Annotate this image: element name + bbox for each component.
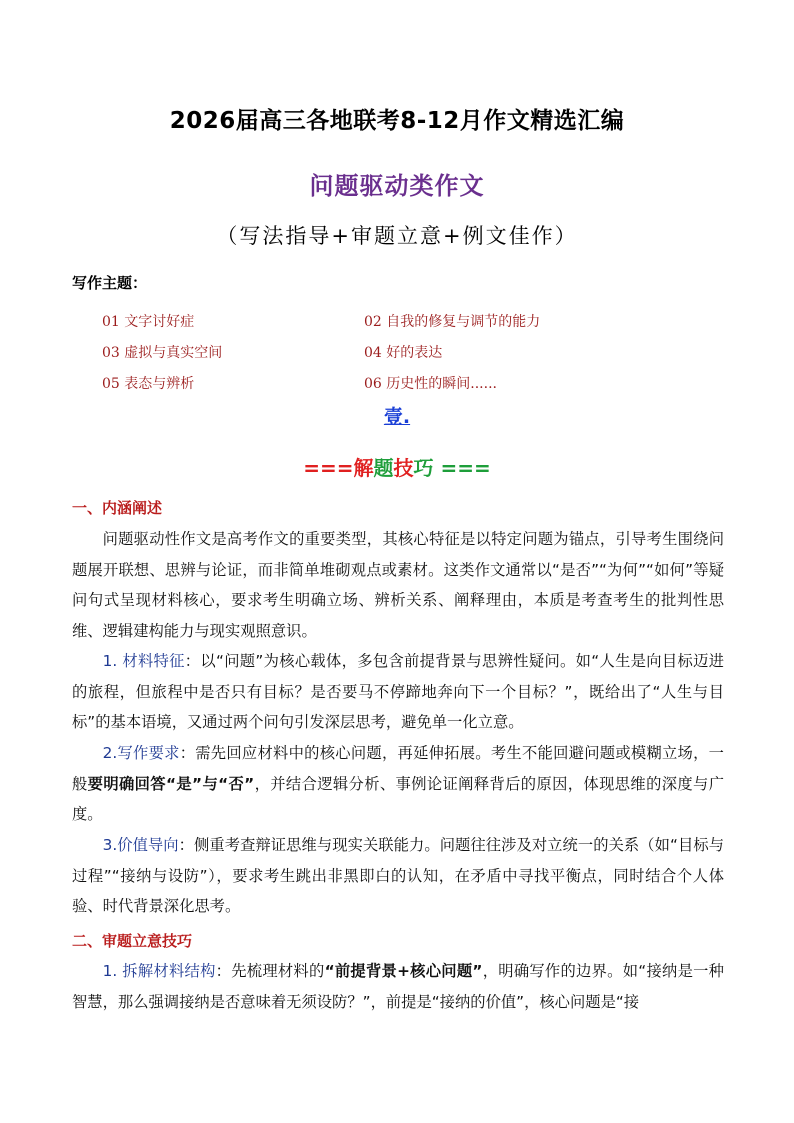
document-title: 2026届高三各地联考8-12月作文精选汇编 <box>169 108 625 134</box>
paragraph-text: ：以“问题”为核心载体，多包含前提背景与思辨性疑问。如“人生是向目标迈进的旅程，但旅程中是否只有目标？是否要马不停蹄地奔向下一个目标？”，既给出了“人生与目标”的基本语境，又通过两个问句引发深层思考，避免单一化立意。 <box>72 652 724 731</box>
heading-char: 技 <box>393 456 414 480</box>
topic-item: 03 虚拟与真实空间 <box>102 345 223 361</box>
topic-item: 06 历史性的瞬间...... <box>364 376 497 392</box>
paragraph-label: 2.写作要求 <box>102 744 180 762</box>
section-heading: 一、内涵阐述 <box>72 499 163 517</box>
paragraph-text: ：先梳理材料的 <box>215 962 325 980</box>
paragraph-text: ，明确写作的边界。如“接纳是一种智慧，那么强调接纳是否意味着无须设防？”，前提是“接纳的价值”，核心问题是“接 <box>72 962 724 1011</box>
topic-item: 02 自我的修复与调节的能力 <box>364 314 541 330</box>
part-marker: 壹. <box>383 406 411 428</box>
themes-heading: 写作主题： <box>72 274 148 292</box>
topic-item: 04 好的表达 <box>364 345 443 361</box>
heading-char: 巧 <box>413 456 434 480</box>
paragraph-label: 1. 材料特征 <box>102 652 185 670</box>
paragraph-text: ：侧重考查辩证思维与现实关联能力。问题往往涉及对立统一的关系（如“目标与过程”“接纳与设防”），要求考生跳出非黑即白的认知，在矛盾中寻找平衡点，同时结合个人体验、时代背景深化思考。 <box>72 836 724 915</box>
heading-char: 题 <box>373 456 394 480</box>
section-heading: 二、审题立意技巧 <box>72 932 193 950</box>
paragraph-label: 3.价值导向 <box>102 836 179 854</box>
paragraph-writing-requirements <box>72 738 724 830</box>
heading-marks-right: === <box>440 456 491 480</box>
heading-marks-left: === <box>303 456 354 480</box>
paragraph-text: ：需先回应材料中的核心问题，再延伸拓展。考生不能回避问题或模糊立场，一般 <box>72 744 724 793</box>
topic-item: 01 文字讨好症 <box>102 314 195 330</box>
paragraph-emphasis: 要明确回答“是”与“否” <box>87 774 255 793</box>
paragraph-text: ，并结合逻辑分析、事例论证阐释背后的原因，体现思维的深度与广度。 <box>72 774 724 823</box>
paragraph-material-features <box>72 646 724 738</box>
heading-char: 解 <box>353 456 374 480</box>
paragraph-material-structure <box>72 956 724 1017</box>
paragraph-value-orientation <box>72 830 724 922</box>
paragraph-emphasis: “前提背景+核心问题” <box>324 962 483 980</box>
document-subtitle: 问题驱动类作文 <box>309 172 485 200</box>
subtitle-note: （写法指导+审题立意+例文佳作） <box>216 224 578 248</box>
intro-paragraph: 问题驱动性作文是高考作文的重要类型，其核心特征是以特定问题为锚点，引导考生围绕问题展开联想、思辨与论证，而非简单堆砌观点或素材。这类作文通常以“是否”“为何”“如何”等疑问句式呈现材料核心，要求考生明确立场、辨析关系、阐释理由，本质是考查考生的批判性思维、逻辑建构能力与现实观照意识。 <box>72 530 724 640</box>
paragraph-label: 1. 拆解材料结构 <box>102 962 216 980</box>
skills-heading <box>0 452 794 481</box>
topic-item: 05 表态与辨析 <box>102 376 195 392</box>
